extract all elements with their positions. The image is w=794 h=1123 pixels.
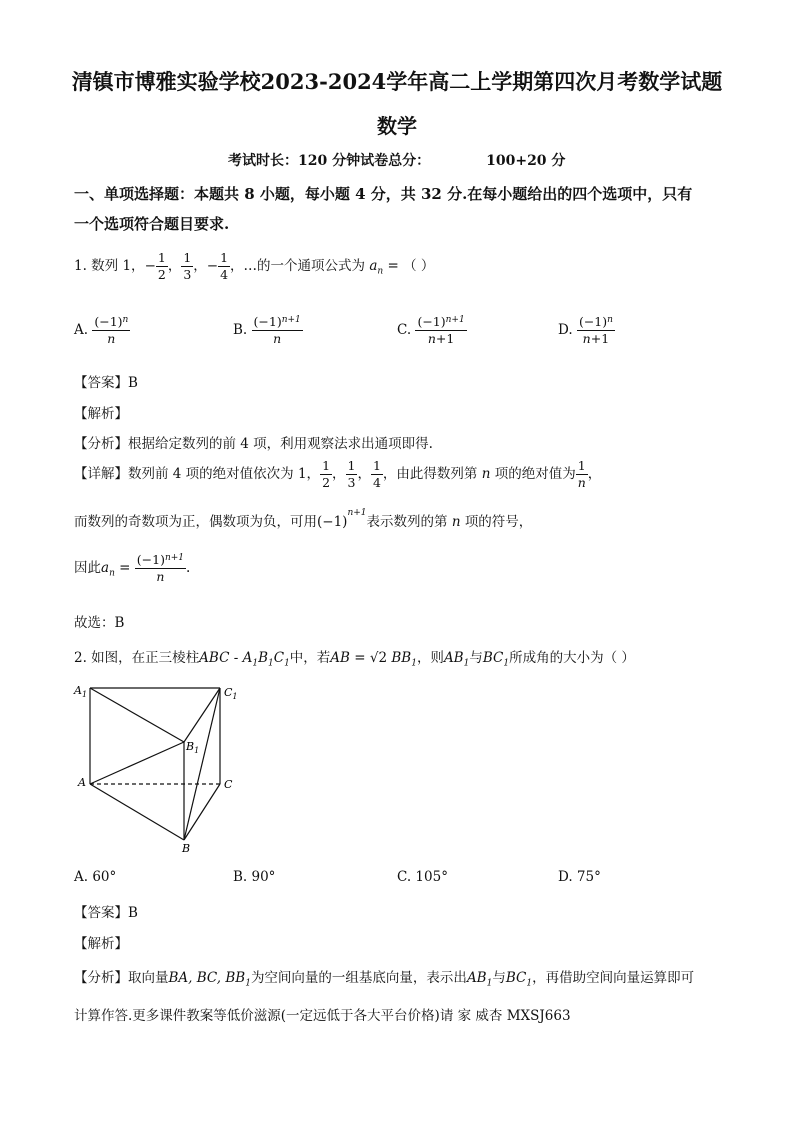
q2-option-b[interactable]: B. 90° [233,869,276,885]
q1-choice: 故选：B [74,615,125,631]
label-b1: $B_1$ [186,740,200,755]
label-c1: $C_1$ [224,686,238,701]
q1-option-d[interactable]: D. $\frac{(-1)^n}{n+1}$ [558,314,613,346]
q1-fractions: − $\frac{1}{2}$ ， $\frac{1}{3}$ ，− $\frac{1}{4}$ [144,250,229,282]
q1-fenxi: 【分析】根据给定数列的前 4 项，利用观察法求出通项即得. [74,436,433,452]
exam-subject: 数学 [377,114,417,138]
q1-prefix: 1. 数列 1， [74,258,145,274]
label-c: C [224,778,233,791]
q2-fenxi: 【分析】取向量BA, BC, $BB_1$为空间向量的一组基底向量，表示出$AB_1$与$BC_1$，再借助空间向量运算即可 [74,970,695,989]
label-b: B [182,842,191,855]
section-heading-line1: 一、单项选择题：本题共 8 小题，每小题 4 分，共 32 分.在每小题给出的四个选项中，只有 [74,185,693,203]
q2-option-a[interactable]: A. 60° [74,869,117,885]
q2-last-line: 计算作答.更多课件教案等低价滋源(一定远低于各大平台价格)请 家 威杏 MXSJ663 [74,1008,571,1024]
q2-stem: 2. 如图，在正三棱柱ABC - $A_1B_1C_1$中，若AB = √2 $BB_1$，则$AB_1$与$BC_1$所成角的大小为（ ） [74,650,635,669]
prism-figure [70,680,250,855]
q1-detail: 【详解】数列前 4 项的绝对值依次为 1， $\frac{1}{2}$ ， $\frac{1}{3}$ ， $\frac{1}{4}$ ，由此得数列第 n 项的绝对值为 $\frac{1}{n}$ ， [74,458,602,490]
q1-paren: （ ） [403,258,435,274]
q1-stem: 1. 数列 1，− $\frac{1}{2}$ ， $\frac{1}{3}$ ，− $\frac{1}{4}$ ，…的一个通项公式为 $a_n$ = （ ） [74,250,435,282]
q1-option-b[interactable]: B. $\frac{(-1)^{n+1}}{n}$ [233,314,301,346]
section-heading-line2: 一个选项符合题目要求. [74,215,230,233]
q2-option-d[interactable]: D. 75° [558,869,601,885]
exam-total-score: 100+20 分 [486,153,566,169]
q1-suffix: ，…的一个通项公式为 [230,258,366,274]
q1-option-a[interactable]: A. $\frac{(-1)^n}{n}$ [74,314,129,346]
exam-title: 清镇市博雅实验学校2023-2024学年高二上学期第四次月考数学试题 [71,69,723,94]
q1-sign-line: 而数列的奇数项为正，偶数项为负，可用$(-1)^{n+1}$表示数列的第 n 项的符号， [74,508,533,530]
q1-answer: 【答案】B [74,375,138,391]
q2-option-c[interactable]: C. 105° [397,869,448,885]
exam-meta [228,150,565,170]
exam-time: 考试时长：120 分钟试卷总分： [228,153,431,169]
label-a: A [78,776,86,789]
q1-analysis-tag: 【解析】 [74,406,128,422]
label-a1: $A_1$ [74,684,88,699]
q2-answer: 【答案】B [74,905,138,921]
q1-therefore: 因此$a_n$ = $\frac{(-1)^{n+1}}{n}$ . [74,552,191,584]
q2-analysis-tag: 【解析】 [74,936,128,952]
q1-option-c[interactable]: C. $\frac{(-1)^{n+1}}{n+1}$ [397,314,465,346]
